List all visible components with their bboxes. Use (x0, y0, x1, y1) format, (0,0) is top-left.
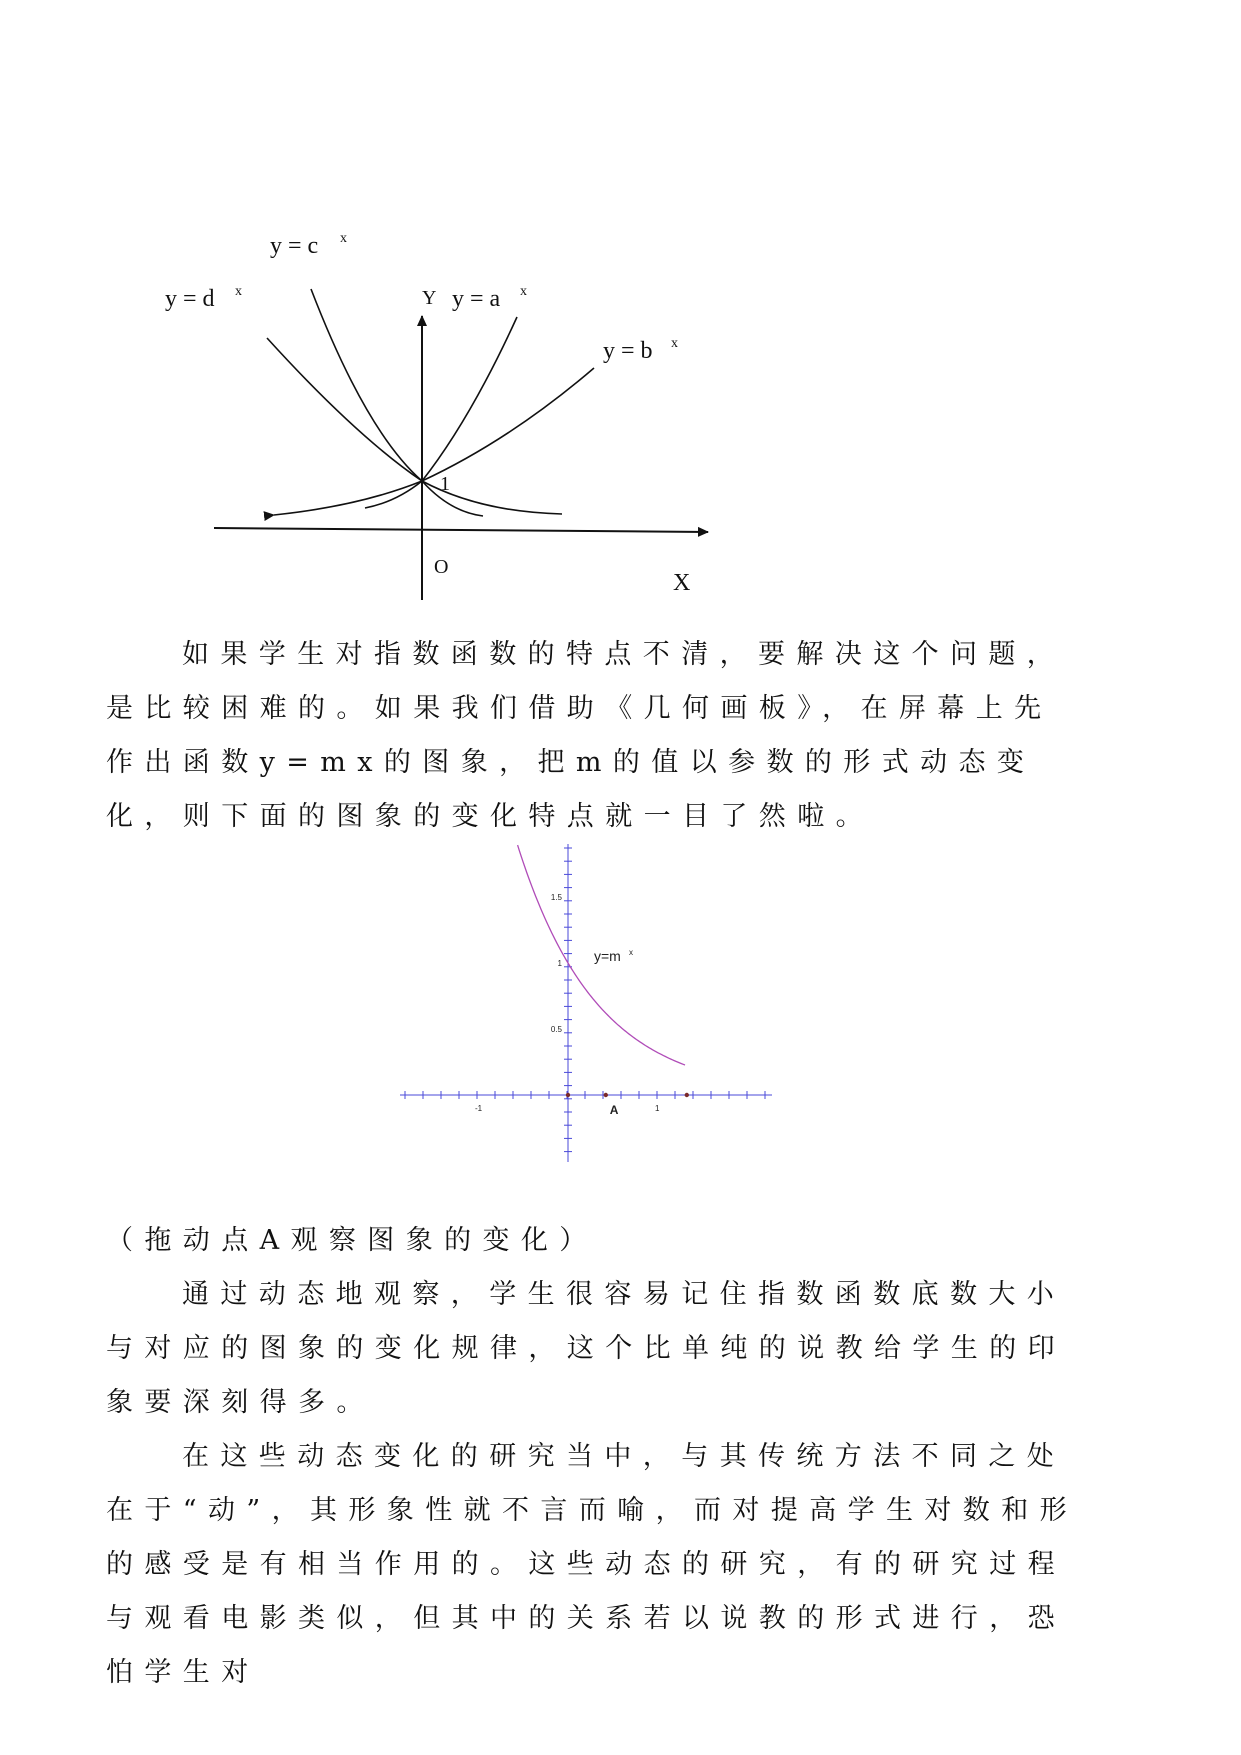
series-label-sup: x (629, 948, 633, 957)
paragraph-3: 在这些动态变化的研究当中，与其传统方法不同之处在于“动”，其形象性就不言而喻，而对提高学生对数和形的感受是有相当作用的。这些动态的研究，有的研究过程与观看电影类似，但其中的关系若以说教的形式进行，恐怕学生对 (106, 1441, 1079, 1688)
curve-c (311, 289, 483, 516)
label-axis-x: X (673, 570, 691, 596)
figure-caption: （拖动点A观察图象的变化） (106, 1225, 598, 1256)
label-y-bx: y = b (603, 338, 653, 364)
point-a-label: A (609, 1103, 619, 1117)
label-axis-y: Y (422, 287, 437, 309)
label-y-ax-sup: x (520, 284, 527, 299)
label-one: 1 (440, 473, 450, 495)
y-tick-label: 1 (557, 959, 562, 968)
x-tick-label: 1 (655, 1104, 660, 1113)
label-y-bx-sup: x (671, 336, 678, 351)
x-axis (214, 528, 708, 532)
label-y-cx-sup: x (340, 231, 347, 246)
label-y-dx: y = d (165, 286, 215, 312)
paragraph-2: 通过动态地观察，学生很容易记住指数函数底数大小与对应的图象的变化规律，这个比单纯的说教给学生的印象要深刻得多。 (106, 1279, 1066, 1418)
label-y-ax: y = a (452, 286, 501, 312)
exponential-curves-figure (150, 210, 750, 620)
y-tick-label: 1.5 (550, 893, 562, 902)
axis-point (685, 1093, 689, 1097)
axis-point (566, 1093, 570, 1097)
axis-point (604, 1093, 608, 1097)
label-y-cx: y = c (270, 233, 319, 259)
y-tick-label: 0.5 (550, 1025, 562, 1034)
x-tick-label: -1 (475, 1104, 483, 1113)
series-label: y=m (594, 948, 621, 964)
paragraph-1: 如果学生对指数函数的特点不清，要解决这个问题，是比较困难的。如果我们借助《几何画板》，在屏幕上先作出函数y=mx的图象，把m的值以参数的形式动态变化，则下面的图象的变化特点就一目了然啦。 (106, 639, 1066, 832)
label-origin: O (434, 556, 449, 578)
label-y-dx-sup: x (235, 284, 242, 299)
dynamic-exponential-plot (400, 838, 780, 1168)
